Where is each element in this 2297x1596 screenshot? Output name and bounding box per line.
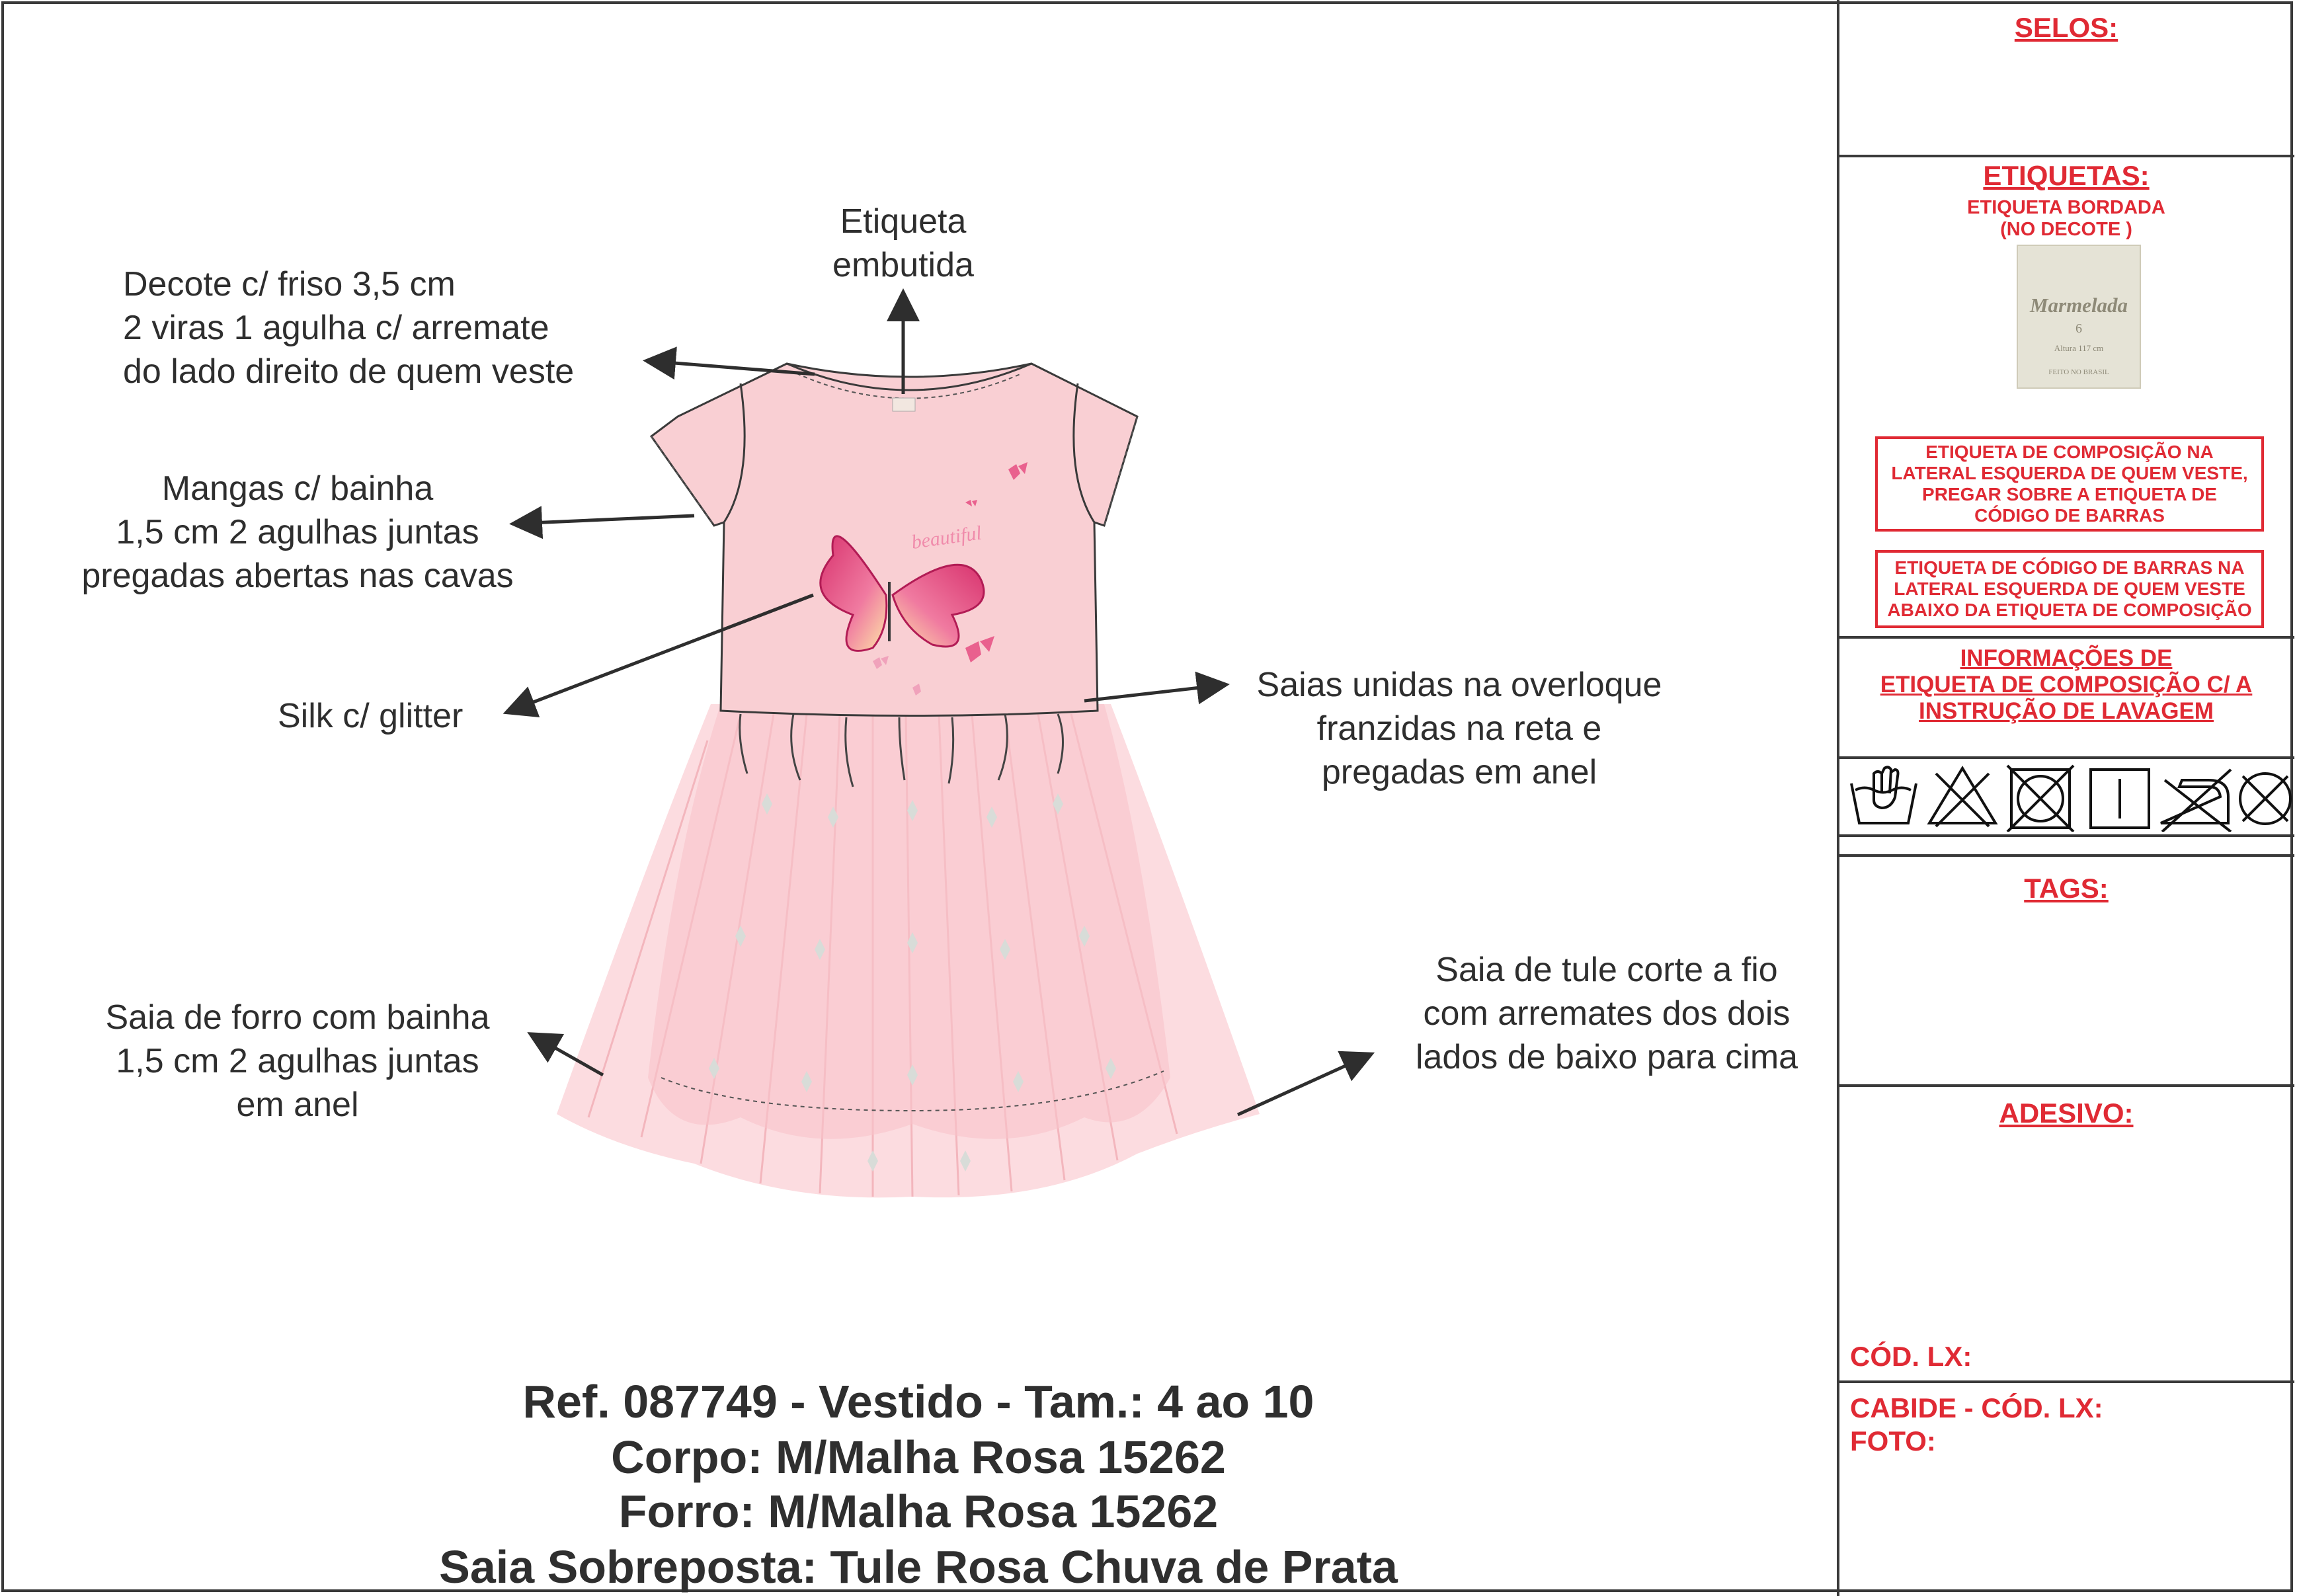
etiquetas-title: ETIQUETAS: xyxy=(1983,160,2150,191)
note-decote-line2: 2 viras 1 agulha c/ arremate xyxy=(123,309,549,347)
label-origin: FEITO NO BRASIL xyxy=(2048,368,2109,376)
note-mangas-line3: pregadas abertas nas cavas xyxy=(81,557,514,595)
note-tule-line1: Saia de tule corte a fio xyxy=(1435,951,1778,989)
note-tule-line3: lados de baixo para cima xyxy=(1415,1038,1798,1076)
note-tule xyxy=(1375,948,1838,1079)
note-silk: Silk c/ glitter xyxy=(278,697,463,735)
etiqueta-bordada-line2: (NO DECOTE ) xyxy=(2000,219,2132,240)
note-saias xyxy=(1231,663,1687,794)
note-saias-line2: franzidas na reta e xyxy=(1316,709,1602,748)
note-forro-line1: Saia de forro com bainha xyxy=(105,998,490,1037)
note-saias-line3: pregadas em anel xyxy=(1321,753,1597,791)
print-text: beautiful xyxy=(910,522,983,553)
cod-lx-label: CÓD. LX: xyxy=(1850,1341,1972,1372)
note-saias-line1: Saias unidas na overloque xyxy=(1256,666,1662,704)
info-line3: INSTRUÇÃO DE LAVAGEM xyxy=(1919,698,2214,724)
note-tule-line2: com arremates dos dois xyxy=(1423,994,1791,1033)
info-line1: INFORMAÇÕES DE xyxy=(1960,645,2173,671)
note-etiqueta-line1: Etiqueta xyxy=(840,202,967,241)
tags-title: TAGS: xyxy=(2024,873,2109,904)
barras-note: ETIQUETA DE CÓDIGO DE BARRAS NA LATERAL ESQUERDA DE QUEM VESTE ABAIXO DA ETIQUETA DE COMPOSIÇÃO xyxy=(1875,550,2264,628)
note-mangas-line2: 1,5 cm 2 agulhas juntas xyxy=(116,513,479,551)
note-mangas xyxy=(53,467,542,598)
info-line2: ETIQUETA DE COMPOSIÇÃO C/ A xyxy=(1880,672,2253,698)
note-decote-line1: Decote c/ friso 3,5 cm xyxy=(123,265,456,303)
note-forro-line2: 1,5 cm 2 agulhas juntas xyxy=(116,1042,479,1080)
note-mangas-line1: Mangas c/ bainha xyxy=(161,469,434,508)
composicao-note: ETIQUETA DE COMPOSIÇÃO NA LATERAL ESQUERDA DE QUEM VESTE, PREGAR SOBRE A ETIQUETA DE CÓDIGO DE BARRAS xyxy=(1875,436,2264,532)
note-decote-line3: do lado direito de quem veste xyxy=(123,352,575,391)
note-forro xyxy=(73,996,522,1127)
footer-ref: Ref. 087749 - Vestido - Tam.: 4 ao 10 xyxy=(522,1376,1314,1427)
label-brand: Marmelada xyxy=(2029,294,2128,317)
etiqueta-bordada-line1: ETIQUETA BORDADA xyxy=(1967,197,2165,218)
cabide-cod-lx-label: CABIDE - CÓD. LX: xyxy=(1850,1392,2103,1423)
note-etiqueta-line2: embutida xyxy=(832,246,974,284)
label-height: Altura 117 cm xyxy=(2054,343,2104,353)
label-size: 6 xyxy=(2075,321,2082,336)
note-decote xyxy=(123,262,574,393)
note-etiqueta xyxy=(811,200,996,287)
selos-title: SELOS: xyxy=(2014,12,2118,43)
foto-label: FOTO: xyxy=(1850,1425,1936,1456)
footer-corpo: Corpo: M/Malha Rosa 15262 xyxy=(611,1431,1226,1483)
adesivo-title: ADESIVO: xyxy=(1999,1097,2134,1129)
note-forro-line3: em anel xyxy=(236,1086,359,1124)
footer-saia: Saia Sobreposta: Tule Rosa Chuva de Prata xyxy=(439,1541,1398,1593)
footer-forro: Forro: M/Malha Rosa 15262 xyxy=(618,1486,1219,1537)
